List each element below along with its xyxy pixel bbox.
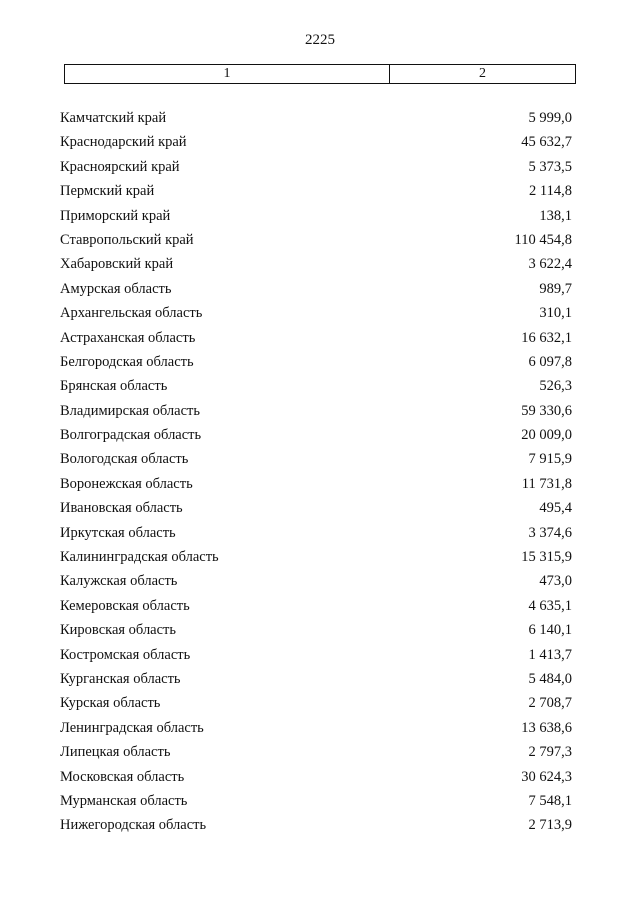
region-value: 6 140,1	[528, 622, 572, 639]
region-value: 989,7	[539, 280, 572, 297]
region-name: Краснодарский край	[60, 134, 187, 151]
region-name: Пермский край	[60, 183, 155, 200]
region-name: Мурманская область	[60, 792, 188, 809]
table-row	[60, 667, 572, 691]
region-name: Белгородская область	[60, 353, 194, 370]
region-value: 20 009,0	[521, 427, 572, 444]
table-row	[60, 496, 572, 520]
region-name: Иркутская область	[60, 524, 176, 541]
region-name: Красноярский край	[60, 158, 180, 175]
region-name: Ивановская область	[60, 500, 183, 517]
region-name: Курская область	[60, 695, 161, 712]
table-column-header	[64, 64, 576, 84]
region-value: 3 374,6	[528, 524, 572, 541]
table-row	[60, 813, 572, 837]
region-name: Воронежская область	[60, 475, 193, 492]
region-name: Курганская область	[60, 670, 181, 687]
table-body	[60, 106, 572, 838]
region-name: Калужская область	[60, 573, 178, 590]
region-name: Владимирская область	[60, 402, 200, 419]
region-value: 6 097,8	[528, 353, 572, 370]
region-value: 5 999,0	[528, 110, 572, 126]
region-value: 59 330,6	[521, 402, 572, 419]
region-value: 2 713,9	[528, 817, 572, 834]
region-value: 5 373,5	[528, 158, 572, 175]
region-value: 11 731,8	[521, 475, 572, 492]
table-row	[60, 228, 572, 252]
table-row	[60, 569, 572, 593]
region-name: Кировская область	[60, 622, 177, 639]
column-2-header: 2	[479, 66, 486, 81]
region-name: Камчатский край	[60, 110, 167, 126]
region-value: 7 548,1	[528, 792, 572, 809]
table-row	[60, 399, 572, 423]
region-value: 7 915,9	[528, 451, 572, 468]
table-row	[60, 740, 572, 764]
table-row	[60, 716, 572, 740]
table-row	[60, 765, 572, 789]
region-value: 2 797,3	[528, 744, 572, 761]
region-value: 310,1	[539, 305, 572, 322]
table-row	[60, 204, 572, 228]
table-row	[60, 472, 572, 496]
table-row	[60, 545, 572, 569]
table-row	[60, 179, 572, 203]
table-row	[60, 350, 572, 374]
table-row	[60, 374, 572, 398]
table-row	[60, 130, 572, 154]
table-row	[60, 789, 572, 813]
table-row	[60, 447, 572, 471]
table-row	[60, 643, 572, 667]
region-value: 16 632,1	[521, 329, 572, 346]
region-value: 473,0	[539, 573, 572, 590]
region-value: 4 635,1	[528, 597, 572, 614]
region-value: 30 624,3	[521, 768, 572, 785]
region-value: 13 638,6	[521, 719, 572, 736]
region-name: Костромская область	[60, 646, 191, 663]
region-name: Волгоградская область	[60, 427, 202, 444]
table-row	[60, 106, 572, 130]
region-name: Хабаровский край	[60, 256, 174, 273]
table-row	[60, 618, 572, 642]
region-value: 138,1	[539, 207, 572, 224]
region-name: Приморский край	[60, 207, 171, 224]
region-value: 2 708,7	[528, 695, 572, 712]
region-value: 15 315,9	[521, 549, 572, 566]
region-value: 2 114,8	[529, 183, 572, 200]
table-row	[60, 423, 572, 447]
region-name: Архангельская область	[60, 305, 203, 322]
column-1-header: 1	[65, 65, 390, 83]
region-name: Ленинградская область	[60, 719, 204, 736]
region-value: 1 413,7	[528, 646, 572, 663]
region-name: Амурская область	[60, 280, 172, 297]
region-name: Московская область	[60, 768, 185, 785]
region-name: Брянская область	[60, 378, 168, 395]
region-name: Астраханская область	[60, 329, 196, 346]
region-name: Ставропольский край	[60, 231, 194, 248]
table-row	[60, 691, 572, 715]
table-row	[60, 326, 572, 350]
region-value: 3 622,4	[528, 256, 572, 273]
region-name: Кемеровская область	[60, 597, 190, 614]
region-value: 110 454,8	[514, 231, 572, 248]
table-row	[60, 594, 572, 618]
page-number: 2225	[305, 32, 335, 48]
region-value: 5 484,0	[528, 670, 572, 687]
region-name: Вологодская область	[60, 451, 189, 468]
region-value: 495,4	[539, 500, 572, 517]
table-row	[60, 301, 572, 325]
region-name: Калининградская область	[60, 549, 219, 566]
region-value: 45 632,7	[521, 134, 572, 151]
table-row	[60, 155, 572, 179]
region-name: Нижегородская область	[60, 817, 207, 834]
table-row	[60, 277, 572, 301]
region-value: 526,3	[539, 378, 572, 395]
region-name: Липецкая область	[60, 744, 171, 761]
table-row	[60, 252, 572, 276]
table-row	[60, 521, 572, 545]
